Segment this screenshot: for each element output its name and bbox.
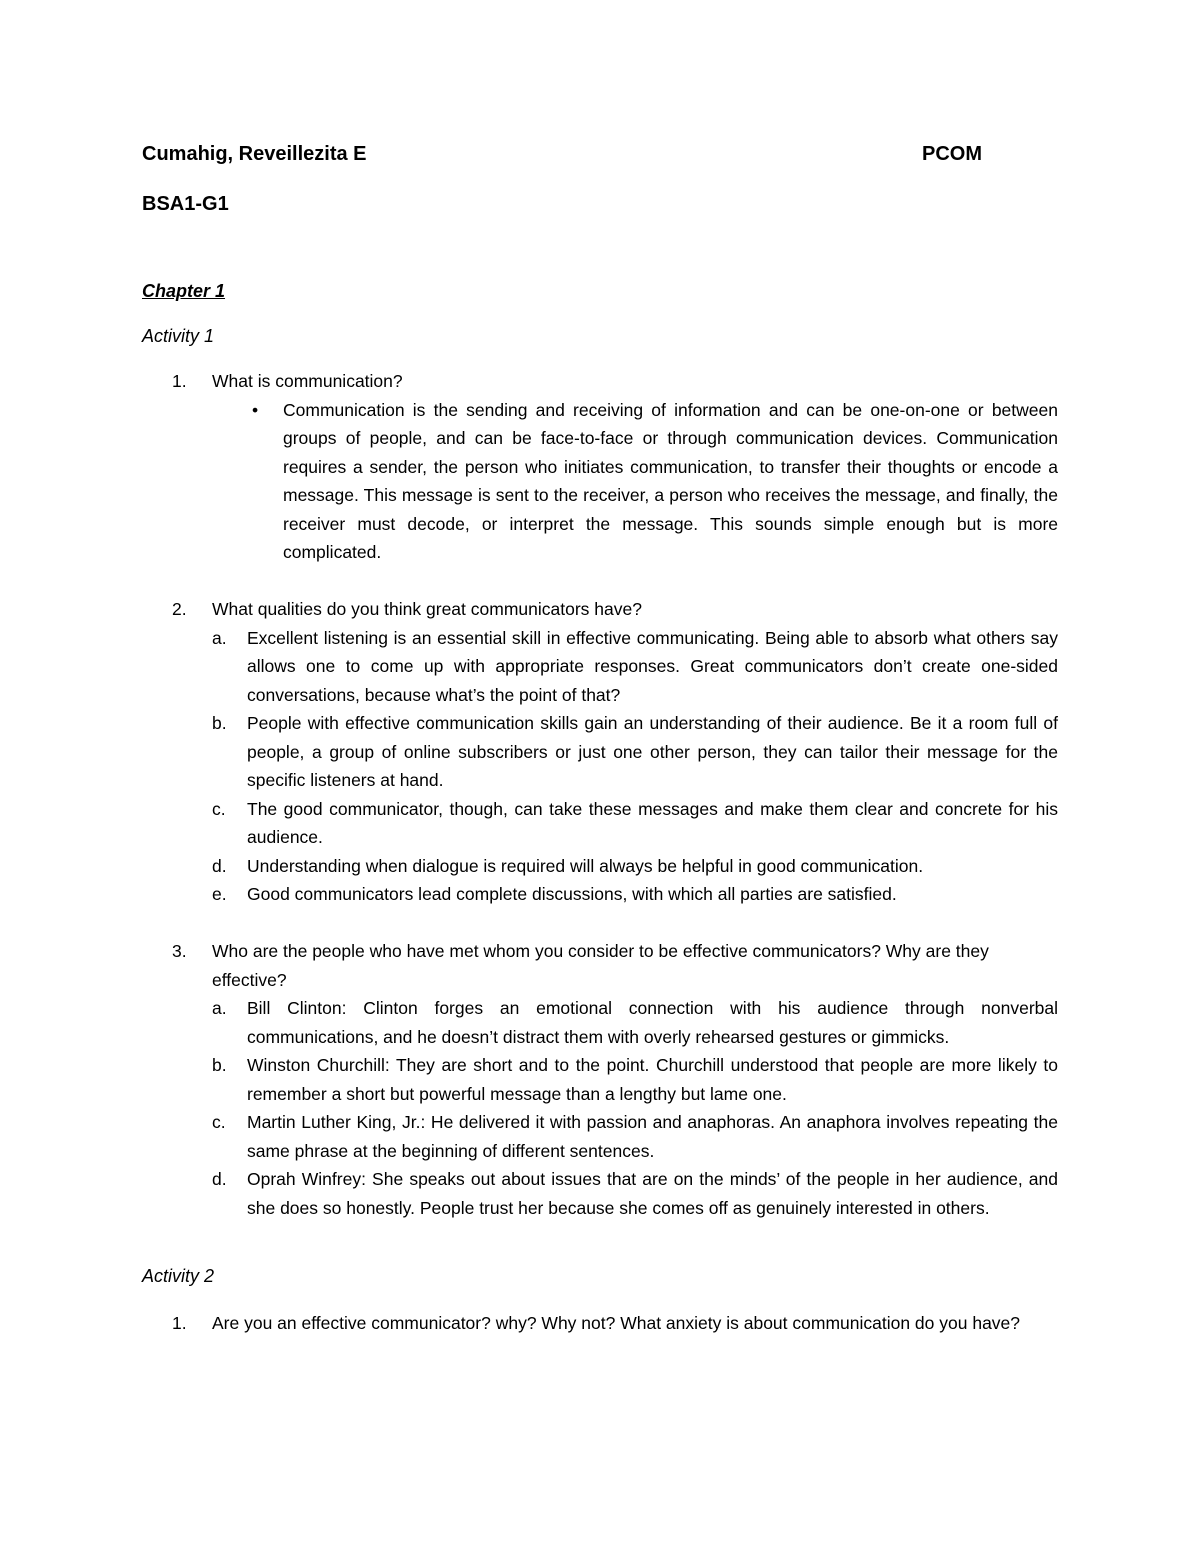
activity-2-title: Activity 2 — [142, 1266, 215, 1286]
answer-letter: b. — [212, 713, 227, 733]
answer-item — [212, 1051, 1058, 1108]
answer-letter: d. — [212, 1169, 227, 1189]
answer-text: Excellent listening is an essential skill in effective communicating. Being able to absorb what others say allows one to come up with appropriate responses. Great communicators don’t create one-sided conversations, because what’s the point of that? — [247, 627, 1058, 705]
answer-letter: e. — [212, 884, 227, 904]
answer-text: Understanding when dialogue is required will always be helpful in good communication. — [247, 855, 924, 876]
activity-1-title: Activity 1 — [142, 326, 215, 346]
answer-item — [212, 994, 1058, 1051]
question-number: 1. — [172, 371, 187, 391]
student-name: Cumahig, Reveillezita E — [142, 143, 367, 165]
answer-text: Winston Churchill: They are short and to the point. Churchill understood that people are more likely to remember a short but powerful message than a lengthy but lame one. — [247, 1055, 1058, 1104]
section-code: BSA1-G1 — [142, 193, 229, 215]
answer-letter: b. — [212, 1055, 227, 1075]
answer-letter: c. — [212, 1112, 226, 1132]
answer-text: The good communicator, though, can take these messages and make them clear and concrete for his audience. — [247, 798, 1058, 847]
chapter-title: Chapter 1 — [142, 281, 226, 301]
question-1 — [142, 367, 1058, 567]
answer-text: Oprah Winfrey: She speaks out about issues that are on the minds’ of the people in her audience, and she does so honestly. People trust her because she comes off as genuinely interested in others. — [247, 1169, 1058, 1218]
answer-item — [212, 1108, 1058, 1165]
answer-item — [212, 624, 1058, 710]
answer-letter: d. — [212, 855, 227, 876]
question-text: What qualities do you think great communicators have? — [212, 599, 642, 619]
answer-text: Bill Clinton: Clinton forges an emotional connection with his audience through nonverbal communications, and he doesn’t distract them with overly rehearsed gestures or gimmicks. — [247, 998, 1058, 1047]
question-text: What is communication? — [212, 371, 403, 391]
question-2 — [142, 595, 1058, 909]
answer-letter: a. — [212, 998, 227, 1018]
bullet-icon: • — [252, 399, 259, 420]
answer-item — [212, 709, 1058, 795]
activity-2-question-1 — [142, 1309, 1058, 1338]
answer-text: People with effective communication skills gain an understanding of their audience. Be it a room full of people, a group of online subscribers or just one other person, they can tailor their message for the specific listeners at hand. — [247, 713, 1058, 790]
course-code: PCOM — [922, 143, 982, 165]
answer-item — [212, 852, 1058, 881]
header-row — [142, 143, 982, 175]
question-text: Are you an effective communicator? why? Why not? What anxiety is about communication do you have? — [212, 1313, 1021, 1333]
answer-item — [212, 880, 1058, 909]
question-number: 1. — [172, 1313, 187, 1333]
answer-item — [212, 1165, 1058, 1222]
question-number: 3. — [172, 941, 187, 961]
answer-text: Good communicators lead complete discussions, with which all parties are satisfied. — [247, 884, 897, 904]
answer-item — [212, 795, 1058, 852]
answer-bullet-item — [252, 396, 1058, 567]
answer-letter: c. — [212, 798, 226, 819]
question-number: 2. — [172, 599, 187, 619]
answer-letter: a. — [212, 627, 227, 648]
answer-text: Communication is the sending and receiving of information and can be one-on-one or between groups of people, and can be face-to-face or through communication devices. Communication requires a sender, the person who initiates communication, to transfer their thoughts or encode a message. This message is sent to the receiver, a person who receives the message, and finally, the receiver must decode, or interpret the message. This sounds simple enough but is more complicated. — [283, 399, 1058, 562]
answer-text: Martin Luther King, Jr.: He delivered it with passion and anaphoras. An anaphora involves repeating the same phrase at the beginning of different sentences. — [247, 1112, 1058, 1161]
question-3 — [142, 937, 1058, 1222]
question-text: Who are the people who have met whom you consider to be effective communicators? Why are they effective? — [212, 941, 989, 990]
